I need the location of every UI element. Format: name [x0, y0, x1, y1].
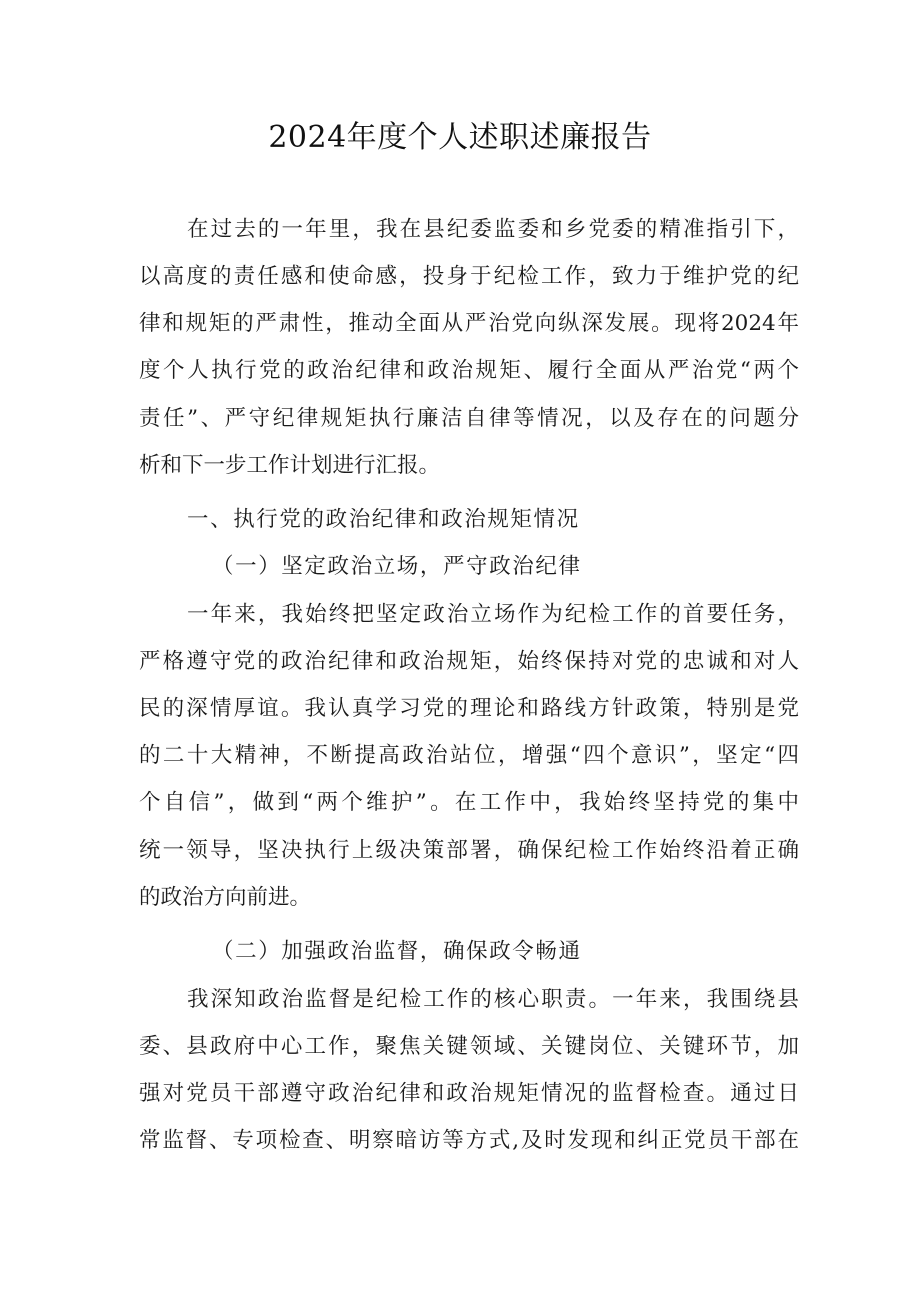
sub2-line-3: 强对党员干部遵守政治纪律和政治规矩情况的监督检查。通过日 — [139, 1081, 799, 1106]
sub1-line-7: 的政治方向前进。 — [139, 885, 312, 910]
intro-line-5: 责任”、严守纪律规矩执行廉洁自律等情况，以及存在的问题分 — [139, 406, 799, 431]
sub2-line-4: 常监督、专项检查、明察暗访等方式,及时发现和纠正党员干部在 — [139, 1128, 799, 1153]
document-title: 2024年度个人述职述廉报告 — [268, 120, 652, 155]
sub1-line-2: 严格遵守党的政治纪律和政治规矩，始终保持对党的忠诚和对人 — [139, 649, 799, 674]
sub1-line-5: 个自信”，做到“两个维护”。在工作中，我始终坚持党的集中 — [139, 790, 799, 815]
sub1-line-4: 的二十大精神，不断提高政治站位，增强“四个意识”，坚定“四 — [139, 743, 799, 768]
intro-line-6: 析和下一步工作计划进行汇报。 — [139, 453, 441, 478]
intro-line-4: 度个人执行党的政治纪律和政治规矩、履行全面从严治党“两个 — [139, 358, 799, 383]
section-heading-1: 一、执行党的政治纪律和政治规矩情况 — [187, 507, 580, 532]
sub2-line-1: 我深知政治监督是纪检工作的核心职责。一年来，我围绕县 — [187, 987, 799, 1012]
subsection-heading-2: （二）加强政治监督，确保政令畅通 — [212, 939, 582, 964]
sub1-line-3: 民的深情厚谊。我认真学习党的理论和路线方针政策，特别是党 — [139, 696, 799, 721]
sub1-line-1: 一年来，我始终把坚定政治立场作为纪检工作的首要任务， — [187, 602, 799, 627]
intro-line-2: 以高度的责任感和使命感，投身于纪检工作，致力于维护党的纪 — [139, 264, 799, 289]
intro-line-1: 在过去的一年里，我在县纪委监委和乡党委的精准指引下， — [187, 217, 799, 242]
intro-line-3: 律和规矩的严肃性，推动全面从严治党向纵深发展。现将2024年 — [139, 311, 799, 336]
sub2-line-2: 委、县政府中心工作，聚焦关键领域、关键岗位、关键环节，加 — [139, 1034, 799, 1059]
sub1-line-6: 统一领导，坚决执行上级决策部署，确保纪检工作始终沿着正确 — [139, 838, 799, 863]
subsection-heading-1: （一）坚定政治立场，严守政治纪律 — [212, 554, 582, 579]
